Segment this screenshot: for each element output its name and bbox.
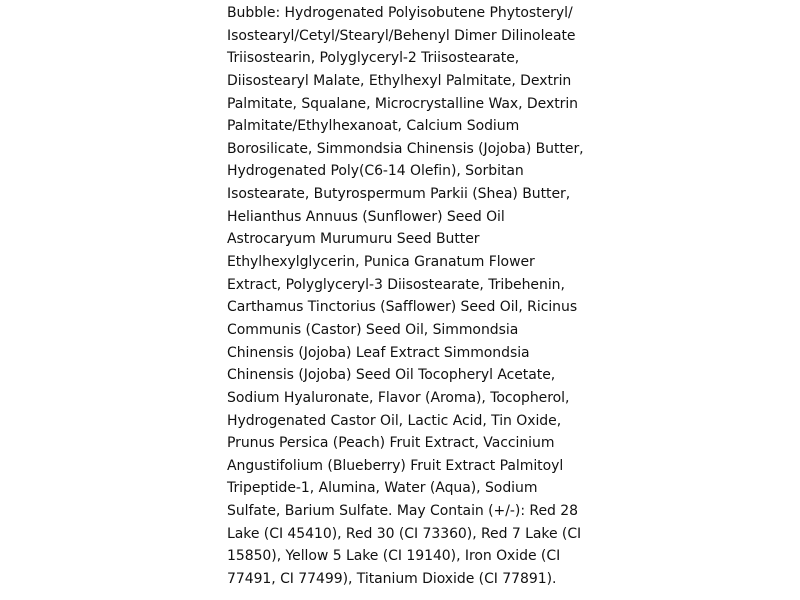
ingredients-line: Helianthus Annuus (Sunflower) Seed Oil — [227, 208, 505, 225]
ingredients-line: Angustifolium (Blueberry) Fruit Extract Palmitoyl — [227, 457, 564, 474]
ingredients-line: Chinensis (Jojoba) Leaf Extract Simmondsia — [227, 344, 530, 361]
ingredients-line: Isostearyl/Cetyl/Stearyl/Behenyl Dimer Dilinoleate — [227, 27, 576, 44]
ingredients-line: Borosilicate, Simmondsia Chinensis (Jojoba) Butter, — [227, 140, 584, 157]
ingredients-line: Prunus Persica (Peach) Fruit Extract, Vaccinium — [227, 435, 555, 452]
ingredients-line: Carthamus Tinctorius (Safflower) Seed Oil, Ricinus — [227, 299, 578, 316]
ingredients-line: Astrocaryum Murumuru Seed Butter — [227, 231, 480, 248]
ingredients-line: Communis (Castor) Seed Oil, Simmondsia — [227, 321, 519, 338]
ingredients-line: Extract, Polyglyceryl-3 Diisostearate, Tribehenin, — [227, 276, 565, 293]
ingredients-line: Isostearate, Butyrospermum Parkii (Shea) Butter, — [227, 186, 571, 203]
ingredients-line: Triisostearin, Polyglyceryl-2 Triisostearate, — [227, 50, 520, 67]
ingredients-line: Chinensis (Jojoba) Seed Oil Tocopheryl Acetate, — [227, 367, 556, 384]
ingredients-line: Hydrogenated Poly(C6-14 Olefin), Sorbitan — [227, 163, 524, 180]
ingredients-line: Palmitate/Ethylhexanoat, Calcium Sodium — [227, 118, 520, 135]
ingredients-line: 77491, CI 77499), Titanium Dioxide (CI 77891). — [227, 571, 557, 588]
ingredients-line: 15850), Yellow 5 Lake (CI 19140), Iron Oxide (CI — [227, 548, 561, 565]
ingredients-line: Bubble: Hydrogenated Polyisobutene Phytosteryl/ — [227, 5, 573, 21]
ingredients-line: Hydrogenated Castor Oil, Lactic Acid, Tin Oxide, — [227, 412, 562, 429]
ingredients-line: Diisostearyl Malate, Ethylhexyl Palmitate, Dextrin — [227, 72, 572, 89]
ingredients-text-block — [227, 2, 587, 591]
ingredients-line: Sodium Hyaluronate, Flavor (Aroma), Tocopherol, — [227, 389, 570, 406]
ingredients-line: Palmitate, Squalane, Microcrystalline Wax, Dextrin — [227, 95, 579, 112]
ingredients-line: Lake (CI 45410), Red 30 (CI 73360), Red 7 Lake (CI — [227, 525, 582, 542]
ingredients-line: Sulfate, Barium Sulfate. May Contain (+/-): Red 28 — [227, 503, 578, 520]
ingredients-line: Ethylhexylglycerin, Punica Granatum Flower — [227, 254, 535, 271]
ingredients-line: Tripeptide-1, Alumina, Water (Aqua), Sodium — [227, 480, 538, 497]
